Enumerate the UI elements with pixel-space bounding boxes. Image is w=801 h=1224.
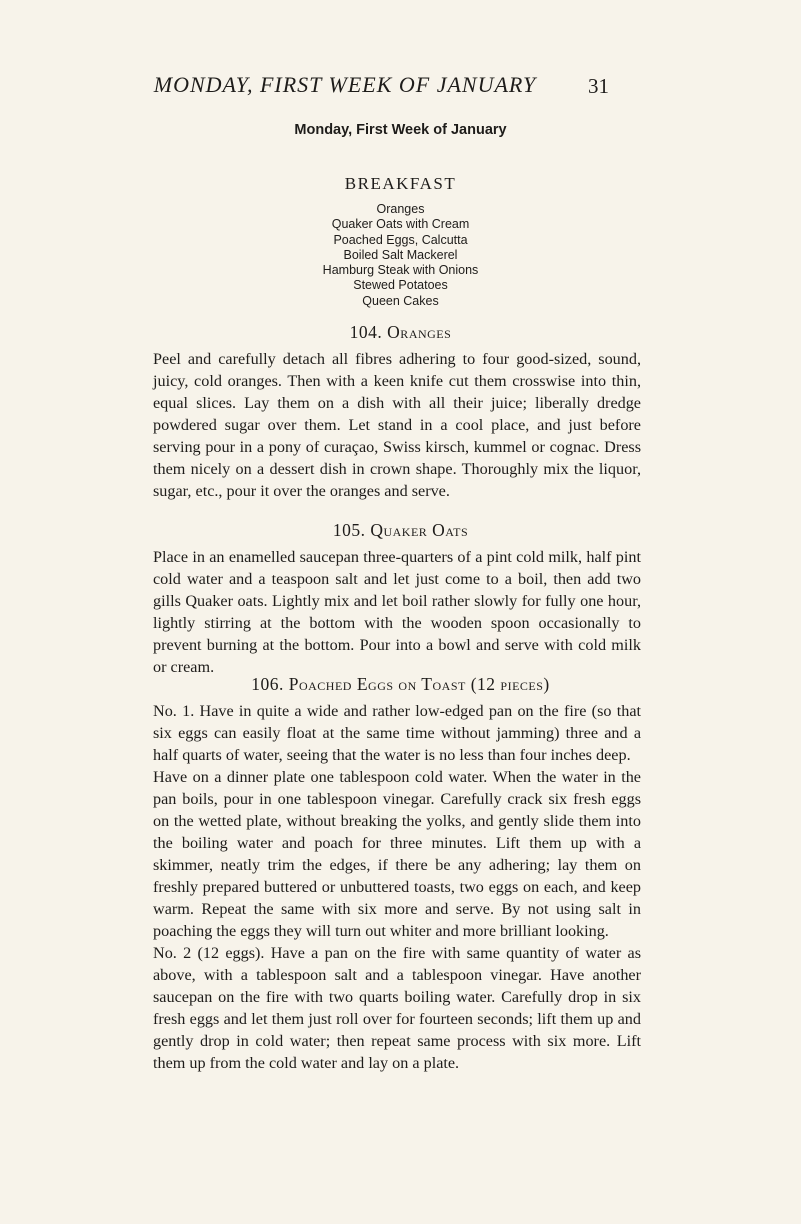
menu-item: Queen Cakes xyxy=(362,293,439,308)
day-subheading: Monday, First Week of January xyxy=(294,122,507,138)
recipe-title-oranges: 104. Oranges xyxy=(349,322,452,342)
breakfast-menu xyxy=(0,202,801,309)
recipe-paragraph: Have on a dinner plate one tablespoon cold water. When the water in the pan boils, pour in one tablespoon vinegar. Carefully crack six fresh eggs on the wetted plate, without breaking the yolks, and gently slide them into the boiling water and poach for three minutes. Lift them up with a skimmer, neatly trim the edges, if there be any adhering; lay them on freshly prepared buttered or unbuttered toasts, two eggs on each, and keep warm. Repeat the same with six more and serve. By not using salt in poaching the eggs they will turn out whiter and more brilliant looking. xyxy=(153,768,641,940)
menu-item: Stewed Potatoes xyxy=(353,278,448,293)
recipe-body-quaker-oats xyxy=(153,546,641,678)
meal-title: BREAKFAST xyxy=(344,174,457,193)
recipe-title-poached-eggs: 106. Poached Eggs on Toast (12 pieces) xyxy=(251,674,550,694)
recipe-body-poached-eggs xyxy=(153,700,641,1074)
menu-item: Boiled Salt Mackerel xyxy=(343,247,458,262)
recipe-paragraph: No. 2 (12 eggs). Have a pan on the fire with same quantity of water as above, with a tablespoon salt and a tablespoon vinegar. Have another saucepan on the fire with two quarts boiling water. Carefully drop in six fresh eggs and let them just roll over for fourteen seconds; lift them up and gently drop in cold water; then repeat same process with six more. Lift them up from the cold water and lay on a plate. xyxy=(153,944,641,1072)
recipe-body-oranges xyxy=(153,348,641,502)
menu-item: Poached Eggs, Calcutta xyxy=(333,232,468,247)
recipe-paragraph: No. 1. Have in quite a wide and rather low-edged pan on the fire (so that six eggs can easily float at the same time without jamming) three and a half quarts of water, seeing that the water is no less than four inches deep. xyxy=(153,702,641,764)
recipe-paragraph: Peel and carefully detach all fibres adhering to four good-sized, sound, juicy, cold oranges. Then with a keen knife cut them crosswise into thin, equal slices. Lay them on a dish with all their juice; liberally dredge powdered sugar over them. Let stand in a cool place, and just before serving pour in a pony of curaçao, Swiss kirsch, kummel or cognac. Dress them nicely on a dessert dish in crown shape. Thoroughly mix the liquor, sugar, etc., pour it over the oranges and serve. xyxy=(153,350,641,500)
running-head: MONDAY, FIRST WEEK OF JANUARY xyxy=(153,72,537,97)
menu-item: Hamburg Steak with Onions xyxy=(322,263,479,278)
menu-item: Quaker Oats with Cream xyxy=(331,217,470,232)
menu-item: Oranges xyxy=(376,202,425,216)
page-number: 31 xyxy=(588,74,609,98)
recipe-paragraph: Place in an enamelled saucepan three-quarters of a pint cold milk, half pint cold water and a teaspoon salt and let just come to a boil, then add two gills Quaker oats. Lightly mix and let boil rather slowly for fully one hour, lightly stirring at the bottom with the wooden spoon occasionally to prevent burning at the bottom. Pour into a bowl and serve with cold milk or cream. xyxy=(153,548,641,676)
recipe-title-quaker-oats: 105. Quaker Oats xyxy=(332,520,469,540)
